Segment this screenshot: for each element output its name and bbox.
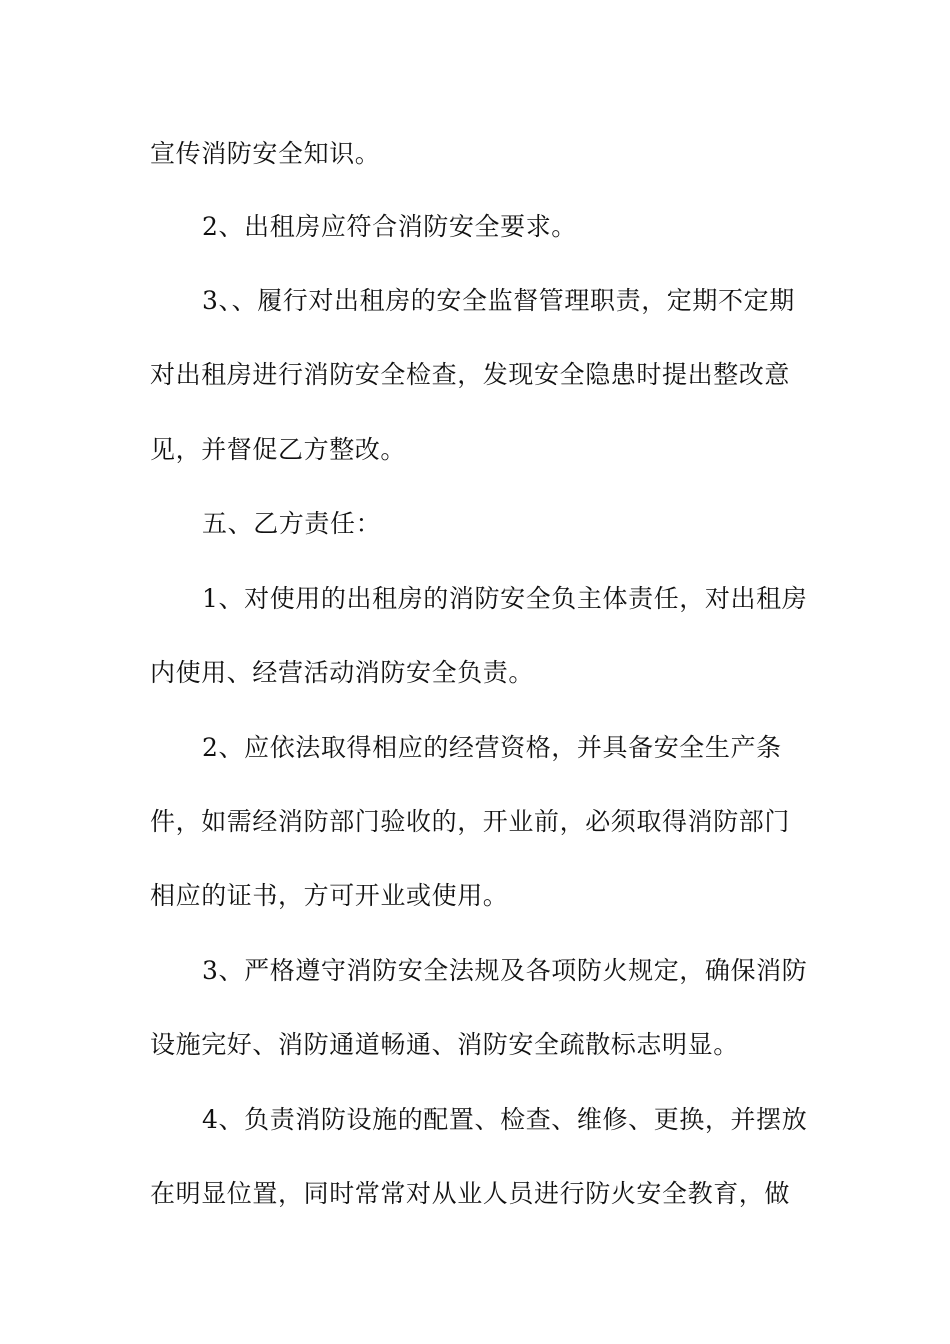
paragraph-line: 在明显位置，同时常常对从业人员进行防火安全教育，做 (150, 1179, 791, 1208)
paragraph-line: 设施完好、消防通道畅通、消防安全疏散标志明显。 (150, 1030, 739, 1059)
paragraph-line: 1、对使用的出租房的消防安全负主体责任，对出租房 (202, 584, 808, 613)
paragraph-line: 件，如需经消防部门验收的，开业前，必须取得消防部门 (150, 807, 791, 836)
paragraph-line: 宣传消防安全知识。 (150, 139, 381, 168)
paragraph-line: 3、严格遵守消防安全法规及各项防火规定，确保消防 (202, 956, 808, 985)
paragraph-line: 4、负责消防设施的配置、检查、维修、更换，并摆放 (202, 1105, 808, 1134)
section-heading: 五、乙方责任： (202, 509, 382, 538)
paragraph-line: 相应的证书，方可开业或使用。 (150, 881, 509, 910)
paragraph-line: 见，并督促乙方整改。 (150, 435, 407, 464)
paragraph-line: 对出租房进行消防安全检查，发现安全隐患时提出整改意 (150, 360, 791, 389)
paragraph-line: 3、、履行对出租房的安全监督管理职责，定期不定期 (202, 286, 795, 315)
paragraph-line: 2、应依法取得相应的经营资格，并具备安全生产条 (202, 733, 782, 762)
paragraph-line: 内使用、经营活动消防安全负责。 (150, 658, 535, 687)
paragraph-line: 2、出租房应符合消防安全要求。 (202, 212, 577, 241)
